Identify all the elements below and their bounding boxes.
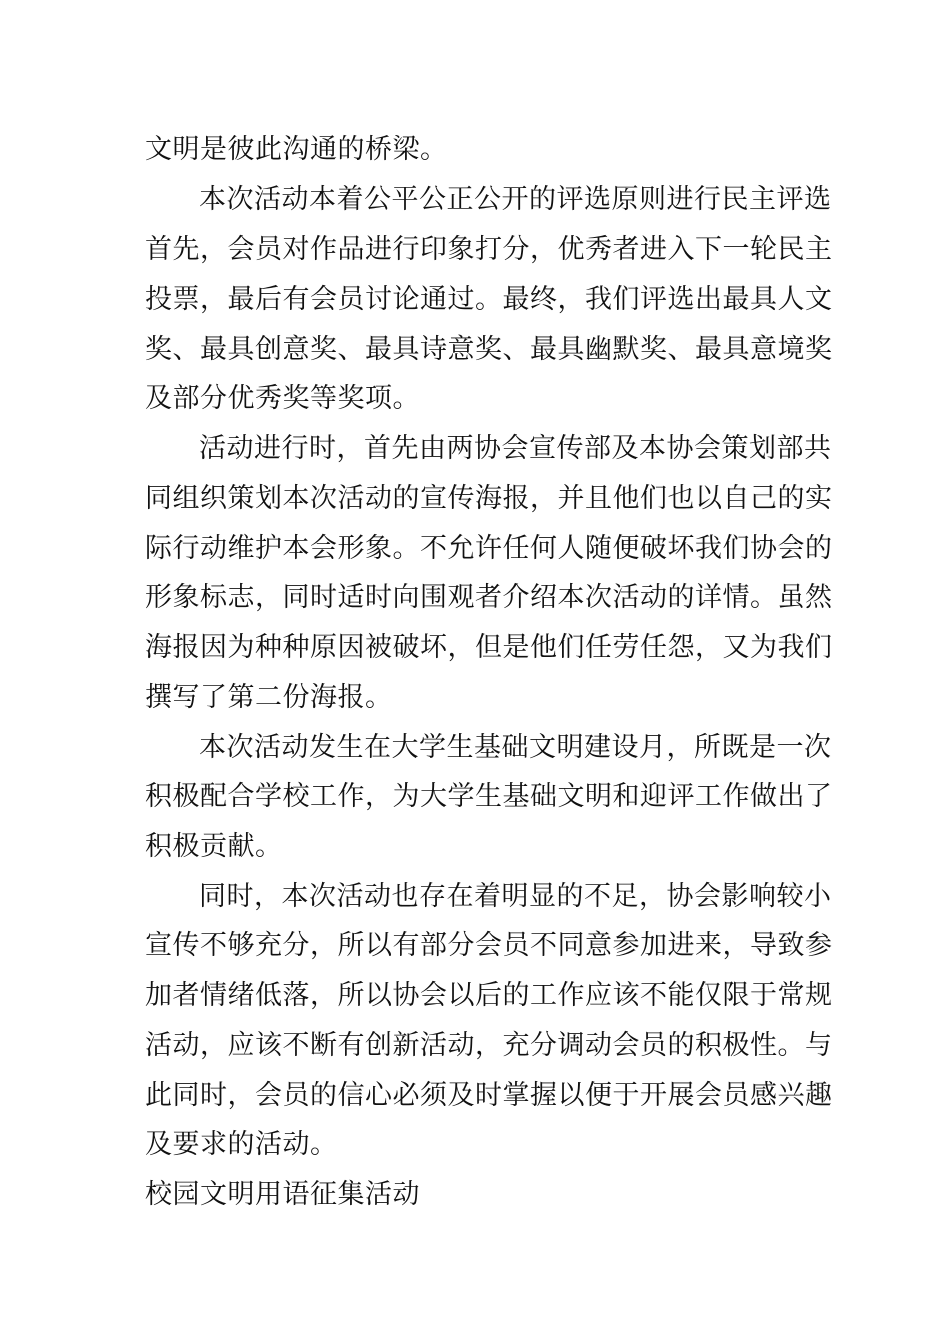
paragraph-start: 活动进行时，首先由两协会宣传部及本协会策划部共 <box>199 433 832 464</box>
text-line: 撰写了第二份海报。 <box>145 682 393 713</box>
text-line: 活动，应该不断有创新活动，充分调动会员的积极性。与 <box>145 1030 833 1061</box>
text-line: 及要求的活动。 <box>145 1129 338 1160</box>
text-line: 及部分优秀奖等奖项。 <box>145 383 420 414</box>
text-line: 此同时，会员的信心必须及时掌握以便于开展会员感兴趣 <box>145 1080 833 1111</box>
paragraph-start: 本次活动发生在大学生基础文明建设月，所既是一次 <box>199 732 832 763</box>
paragraph-start: 同时，本次活动也存在着明显的不足，协会影响较小 <box>199 881 832 912</box>
section-heading: 校园文明用语征集活动 <box>145 1179 420 1210</box>
text-line: 形象标志，同时适时向围观者介绍本次活动的详情。虽然 <box>145 582 833 613</box>
text-line: 海报因为种种原因被破坏，但是他们任劳任怨，又为我们 <box>145 632 833 663</box>
text-line: 际行动维护本会形象。不允许任何人随便破坏我们协会的 <box>145 533 833 564</box>
text-line: 积极配合学校工作，为大学生基础文明和迎评工作做出了 <box>145 781 833 812</box>
text-line: 首先，会员对作品进行印象打分，优秀者进入下一轮民主 <box>145 234 833 265</box>
text-line: 文明是彼此沟通的桥梁。 <box>145 134 448 165</box>
text-line: 同组织策划本次活动的宣传海报，并且他们也以自己的实 <box>145 483 833 514</box>
text-line: 奖、最具创意奖、最具诗意奖、最具幽默奖、最具意境奖 <box>145 334 833 365</box>
text-line: 积极贡献。 <box>145 831 283 862</box>
text-line: 投票，最后有会员讨论通过。最终，我们评选出最具人文 <box>145 284 833 315</box>
text-line: 加者情绪低落，所以协会以后的工作应该不能仅限于常规 <box>145 980 833 1011</box>
paragraph-start: 本次活动本着公平公正公开的评选原则进行民主评选 <box>199 184 832 215</box>
text-line: 宣传不够充分，所以有部分会员不同意参加进来，导致参 <box>145 930 833 961</box>
